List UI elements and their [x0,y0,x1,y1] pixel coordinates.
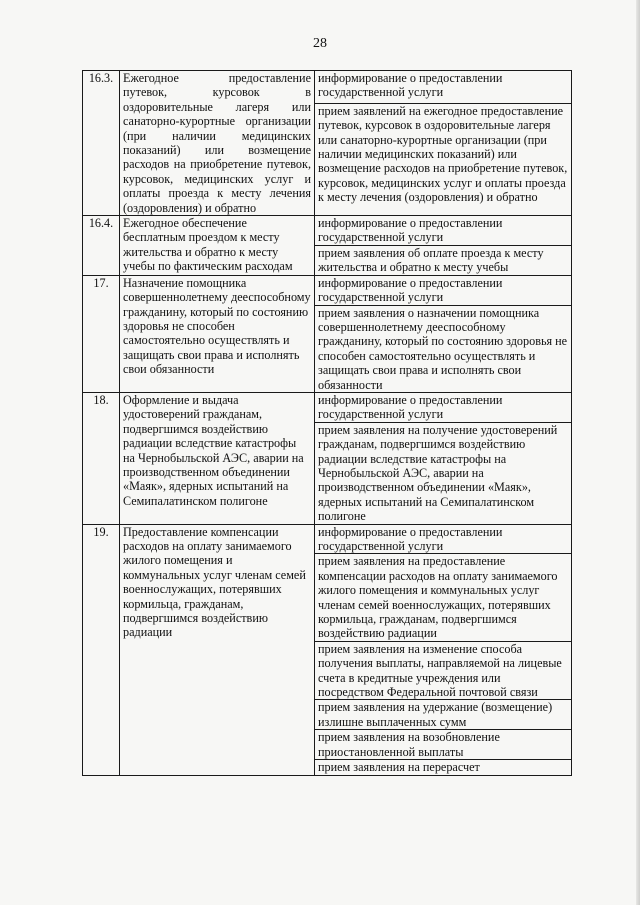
table-row [83,71,572,104]
row-number: 19. [83,524,120,775]
service-name: Оформление и выдача удостоверений гражданам, подвергшимся воздействию радиации вследствие катастрофы на Чернобыльской АЭС, аварии на производственном объединении «Маяк», ядерных испытаний на Семипалатинском полигоне [120,392,315,524]
procedure-cell: информирование о предоставлении государственной услуги [315,524,572,554]
table-row [83,216,572,246]
service-name: Ежегодное предоставление путевок, курсовок в оздоровительные лагеря или санаторно-курортные организации (при наличии медицинских показаний) или возмещение расходов на приобретение путевок, курсовок, медицинских услуг и оплаты проезда к месту лечения (оздоровления) и обратно [120,71,315,216]
service-name: Назначение помощника совершеннолетнему дееспособному гражданину, который по состоянию здоровья не способен самостоятельно осуществлять и защищать свои права и исполнять свои обязанности [120,275,315,392]
procedure-cell: информирование о предоставлении государственной услуги [315,71,572,104]
services-table [82,70,572,776]
table-row [83,392,572,422]
procedure-cell: прием заявления о назначении помощника совершеннолетнему дееспособному гражданину, который по состоянию здоровья не способен самостоятельно осуществлять и защищать свои права и исполнять свои обязанности [315,305,572,392]
service-name: Ежегодное обеспечение бесплатным проездом к месту жительства и обратно к месту учебы по фактическим расходам [120,216,315,276]
procedure-cell: информирование о предоставлении государственной услуги [315,392,572,422]
row-number: 18. [83,392,120,524]
procedure-cell: прием заявлений на ежегодное предоставление путевок, курсовок в оздоровительные лагеря или санаторно-курортные организации (при наличии медицинских показаний) или возмещение расходов на приобретение путевок, курсовок, медицинских услуг и оплаты проезда к месту лечения (оздоровления) и обратно [315,103,572,215]
procedure-cell: прием заявления на удержание (возмещение) излишне выплаченных сумм [315,700,572,730]
procedure-cell: прием заявления на изменение способа получения выплаты, направляемой на лицевые счета в кредитные учреждения или посредством Федеральной почтовой связи [315,641,572,700]
page-number: 28 [313,36,327,51]
row-number: 16.4. [83,216,120,276]
procedure-cell: прием заявления об оплате проезда к месту жительства и обратно к месту учебы [315,245,572,275]
scan-edge [636,0,640,905]
procedure-cell: информирование о предоставлении государственной услуги [315,275,572,305]
row-number: 16.3. [83,71,120,216]
procedure-cell: прием заявления на возобновление приостановленной выплаты [315,730,572,760]
procedure-cell: прием заявления на предоставление компенсации расходов на оплату занимаемого жилого помещения и коммунальных услуг членам семей военнослужащих, потерявших кормильца, гражданам, подвергшимся воздействию радиации [315,554,572,641]
row-number: 17. [83,275,120,392]
table-row [83,275,572,305]
procedure-cell: прием заявления на перерасчет [315,760,572,775]
procedure-cell: прием заявления на получение удостоверений гражданам, подвергшимся воздействию радиации вследствие катастрофы на Чернобыльской АЭС, аварии на производственном объединении «Маяк», ядерных испытаний на Семипалатинском полигоне [315,422,572,524]
procedure-cell: информирование о предоставлении государственной услуги [315,216,572,246]
service-name: Предоставление компенсации расходов на оплату занимаемого жилого помещения и коммунальных услуг членам семей военнослужащих, потерявших кормильца, гражданам, подвергшимся воздействию радиации [120,524,315,775]
table-row [83,524,572,554]
